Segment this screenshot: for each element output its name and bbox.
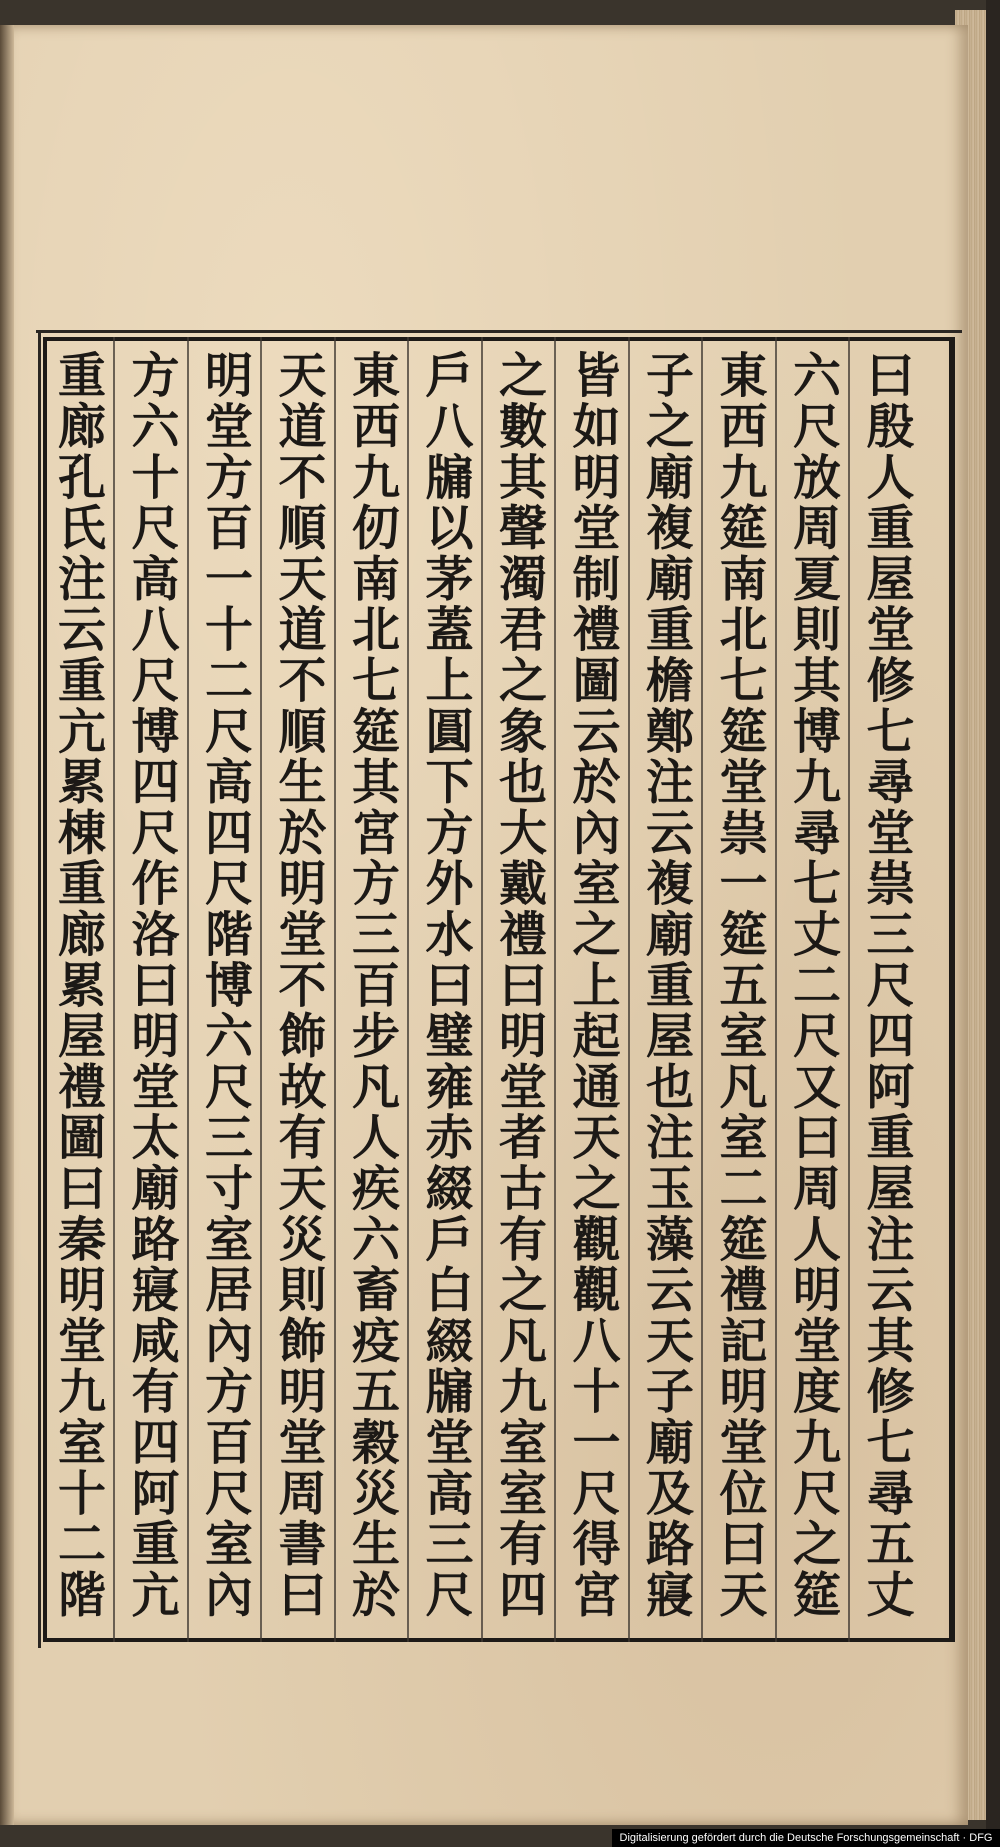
binding-edge bbox=[986, 0, 1000, 1847]
column-rule bbox=[554, 337, 556, 1642]
text-column: 天道不順天道不順生於明堂不飾故有天災則飾明堂周書曰 bbox=[270, 350, 326, 1620]
text-column: 方六十尺高八尺博四尺作洛曰明堂太廟路寢咸有四阿重亢 bbox=[123, 350, 179, 1620]
frame-outer-top bbox=[36, 330, 962, 333]
text-column: 東西九仞南北七筵其宮方三百步凡人疾六畜疫五穀災生於 bbox=[343, 350, 400, 1620]
column-rule bbox=[628, 337, 630, 1642]
text-column: 六尺放周夏則其博九尋七丈二尺又曰周人明堂度九尺之筵 bbox=[784, 350, 841, 1620]
text-column: 子之廟複廟重檐鄭注云複廟重屋也注玉藻云天子廟及路寢 bbox=[637, 350, 694, 1620]
text-column: 明堂方百一十二尺高四尺階博六尺三寸室居內方百尺室內 bbox=[196, 350, 253, 1620]
text-column: 曰殷人重屋堂修七尋堂祟三尺四阿重屋注云其修七尋五丈 bbox=[858, 350, 914, 1620]
column-rule bbox=[113, 337, 115, 1642]
column-rule bbox=[187, 337, 189, 1642]
text-column: 皆如明堂制禮圖云於內室之上起通天之觀觀八十一尺得宮 bbox=[564, 350, 620, 1620]
column-rule bbox=[481, 337, 483, 1642]
column-rule bbox=[701, 337, 703, 1642]
column-rule bbox=[260, 337, 262, 1642]
column-rule bbox=[775, 337, 777, 1642]
text-column: 戶八牖以茅蓋上圓下方外水曰璧雍赤綴戶白綴牖堂高三尺 bbox=[417, 350, 473, 1620]
frame-outer-left bbox=[38, 330, 41, 1648]
column-rule bbox=[334, 337, 336, 1642]
column-rule bbox=[407, 337, 409, 1642]
digitization-credit: Digitalisierung gefördert durch die Deutsche Forschungsgemeinschaft · DFG bbox=[612, 1829, 1000, 1847]
gutter-shadow bbox=[0, 25, 14, 1825]
text-column: 重廊孔氏注云重亢累棟重廊累屋禮圖曰秦明堂九室十二階 bbox=[49, 350, 106, 1620]
text-column: 之數其聲濁君之象也大戴禮曰明堂者古有之凡九室室有四 bbox=[490, 350, 547, 1620]
text-column: 東西九筵南北七筵堂祟一筵五室凡室二筵禮記明堂位曰天 bbox=[711, 350, 767, 1620]
column-rule bbox=[848, 337, 850, 1642]
